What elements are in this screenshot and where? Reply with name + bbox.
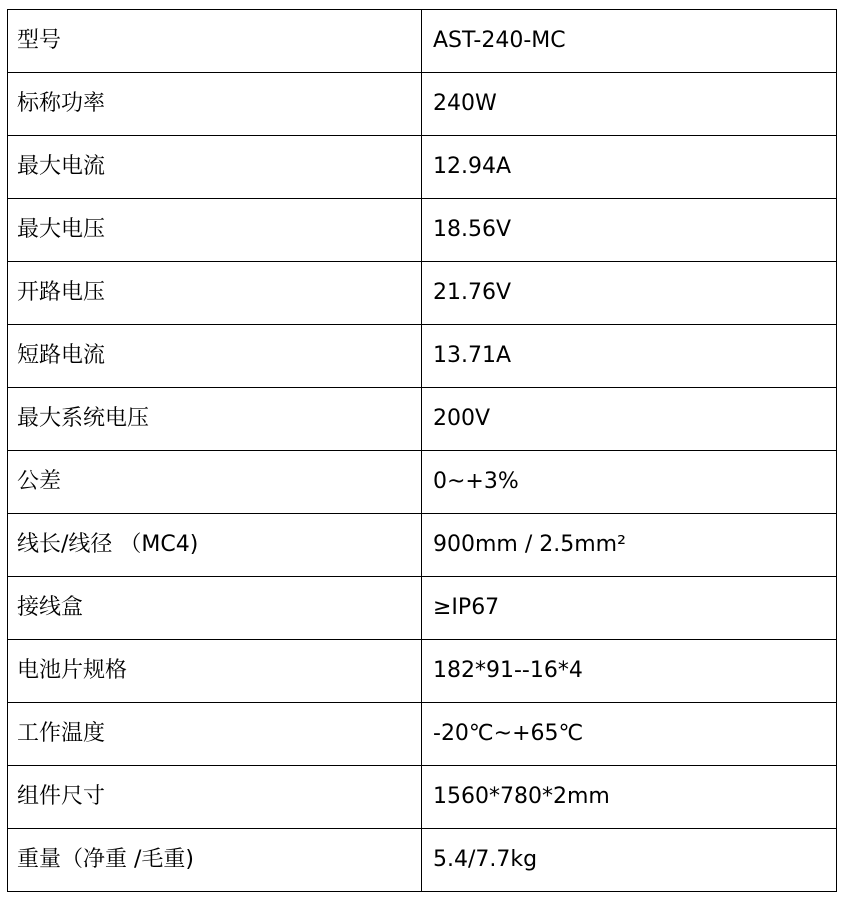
spec-value: 900mm / 2.5mm² <box>422 514 837 577</box>
table-row <box>8 640 837 703</box>
spec-value: -20℃~+65℃ <box>422 703 837 766</box>
spec-label: 重量（净重 /毛重) <box>8 829 422 892</box>
spec-label: 电池片规格 <box>8 640 422 703</box>
table-row <box>8 10 837 73</box>
spec-value: 182*91--16*4 <box>422 640 837 703</box>
spec-value: 13.71A <box>422 325 837 388</box>
table-row <box>8 514 837 577</box>
spec-label: 标称功率 <box>8 73 422 136</box>
spec-label: 短路电流 <box>8 325 422 388</box>
spec-value: 18.56V <box>422 199 837 262</box>
spec-label: 公差 <box>8 451 422 514</box>
table-row <box>8 766 837 829</box>
table-row <box>8 325 837 388</box>
spec-label: 最大电压 <box>8 199 422 262</box>
table-row <box>8 388 837 451</box>
spec-value: 240W <box>422 73 837 136</box>
spec-value: 0~+3% <box>422 451 837 514</box>
spec-label: 组件尺寸 <box>8 766 422 829</box>
table-row <box>8 262 837 325</box>
table-row <box>8 136 837 199</box>
spec-label: 最大系统电压 <box>8 388 422 451</box>
table-row <box>8 199 837 262</box>
spec-value: 200V <box>422 388 837 451</box>
spec-value: 1560*780*2mm <box>422 766 837 829</box>
table-row <box>8 73 837 136</box>
spec-value: 12.94A <box>422 136 837 199</box>
table-row <box>8 577 837 640</box>
spec-table <box>7 9 837 892</box>
table-row <box>8 829 837 892</box>
spec-value: 21.76V <box>422 262 837 325</box>
spec-label: 工作温度 <box>8 703 422 766</box>
spec-value: 5.4/7.7kg <box>422 829 837 892</box>
spec-value: AST-240-MC <box>422 10 837 73</box>
table-row <box>8 451 837 514</box>
spec-label: 开路电压 <box>8 262 422 325</box>
spec-label: 接线盒 <box>8 577 422 640</box>
table-row <box>8 703 837 766</box>
spec-value: ≥IP67 <box>422 577 837 640</box>
spec-label: 线长/线径 （MC4) <box>8 514 422 577</box>
spec-label: 最大电流 <box>8 136 422 199</box>
spec-label: 型号 <box>8 10 422 73</box>
